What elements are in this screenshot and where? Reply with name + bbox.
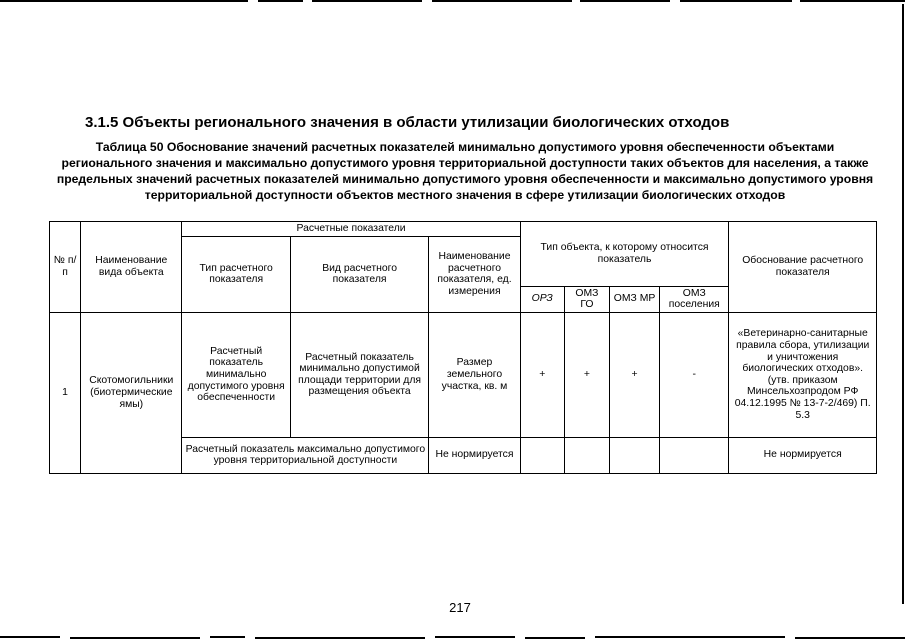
row-omz-pos: - [660,312,729,437]
table-caption: Таблица 50 Обоснование значений расчетных показателей минимально допустимого уровня обеспеченности объектами регионального значения и максимально допустимого уровня территориальной доступности таких объектов для населения, а также предельных значений расчетных показателей минимально допустимого уровня обеспеченности и максимально допустимого уровня территориальной доступности объектов местного значения в сфере утилизации биологических отходов [56,140,874,202]
table-row [50,312,877,437]
row-unit-name: Размер земельного участка, кв. м [429,312,520,437]
indicators-table [49,221,877,474]
header-applies-group: Тип объекта, к которому относится показатель [520,222,729,287]
header-omz-mr: ОМЗ МР [609,286,659,312]
row2-orz-empty [520,437,564,473]
header-num: № п/п [50,222,81,313]
header-omz-pos: ОМЗ поселения [660,286,729,312]
row-omz-go: + [564,312,609,437]
row-justification: «Ветеринарно-санитарные правила сбора, утилизации и уничтожения биологических отходов». (утв. приказом Минсельхозпродом РФ 04.12.1995 № 13-7-2/469) П. 5.3 [729,312,877,437]
header-orz: ОРЗ [520,286,564,312]
header-calc-group: Расчетные показатели [182,222,520,237]
page-bottom-border [0,636,905,640]
page-right-border [902,4,904,604]
page-top-border [0,0,905,3]
row2-omz-go-empty [564,437,609,473]
row-indicator-type: Расчетный показатель минимально допустимого уровня обеспеченности [182,312,290,437]
row2-unit-name: Не нормируется [429,437,520,473]
row-num: 1 [50,312,81,473]
header-unit-name: Наименование расчетного показателя, ед. измерения [429,236,520,312]
row2-omz-pos-empty [660,437,729,473]
section-heading: 3.1.5 Объекты регионального значения в области утилизации биологических отходов [85,114,730,131]
header-row-1 [50,222,877,237]
row-object-type-name: Скотомогильники (биотермические ямы) [81,312,182,473]
row-omz-mr: + [609,312,659,437]
header-indicator-kind: Вид расчетного показателя [290,236,428,312]
row-orz: + [520,312,564,437]
row2-indicator: Расчетный показатель максимально допустимого уровня территориальной доступности [182,437,429,473]
row2-justification: Не нормируется [729,437,877,473]
page-number: 217 [449,600,471,615]
header-indicator-type: Тип расчетного показателя [182,236,290,312]
row-indicator-kind: Расчетный показатель минимально допустимой площади территории для размещения объекта [290,312,428,437]
header-object-type-name: Наименование вида объекта [81,222,182,313]
row2-omz-mr-empty [609,437,659,473]
header-omz-go: ОМЗ ГО [564,286,609,312]
header-justification: Обоснование расчетного показателя [729,222,877,313]
